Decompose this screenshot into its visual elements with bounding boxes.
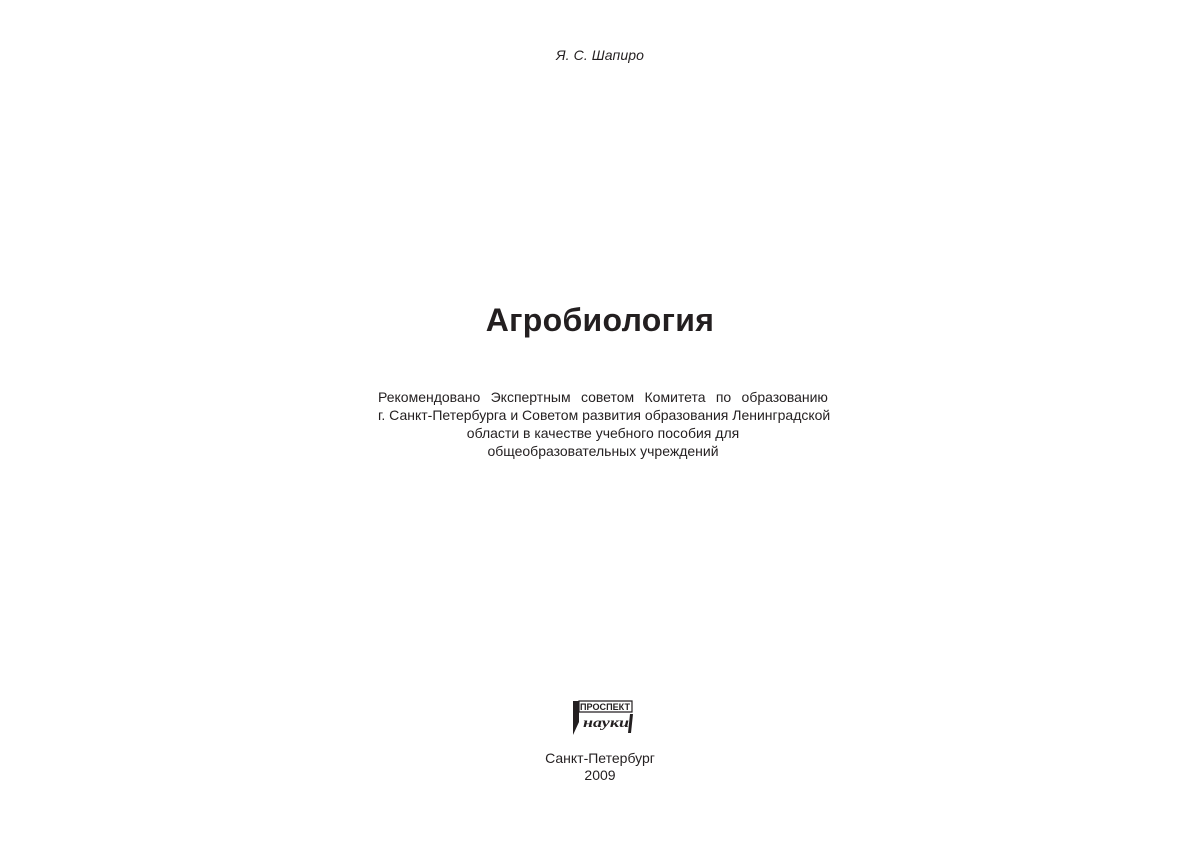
recommendation-word: Комитета bbox=[644, 389, 706, 405]
recommendation-word: Экспертным bbox=[490, 389, 571, 405]
author-name: Я. С. Шапиро bbox=[556, 47, 644, 63]
publisher-logo-graphic bbox=[572, 700, 634, 736]
publisher-logo bbox=[572, 700, 634, 736]
recommendation-line-4: общеобразовательных учреждений bbox=[487, 443, 719, 459]
recommendation-word: советом bbox=[580, 389, 635, 405]
publisher-logo-bottom-text: науки bbox=[583, 716, 630, 731]
recommendation-line-1 bbox=[378, 388, 828, 406]
publisher-logo-top-text: ПРОСПЕКТ bbox=[580, 702, 631, 712]
imprint-city: Санкт-Петербург bbox=[545, 750, 655, 766]
recommendation-line-2: г. Санкт-Петербурга и Советом развития образования Ленинградской bbox=[378, 407, 831, 423]
recommendation-line-3: области в качестве учебного пособия для bbox=[466, 425, 740, 441]
recommendation-word: образованию bbox=[741, 389, 828, 405]
imprint bbox=[0, 750, 1200, 784]
recommendation-text bbox=[378, 388, 831, 460]
recommendation-word: по bbox=[715, 389, 732, 405]
imprint-year: 2009 bbox=[584, 767, 616, 783]
book-title: Агробиология bbox=[485, 302, 715, 338]
recommendation-word: Рекомендовано bbox=[378, 389, 481, 405]
